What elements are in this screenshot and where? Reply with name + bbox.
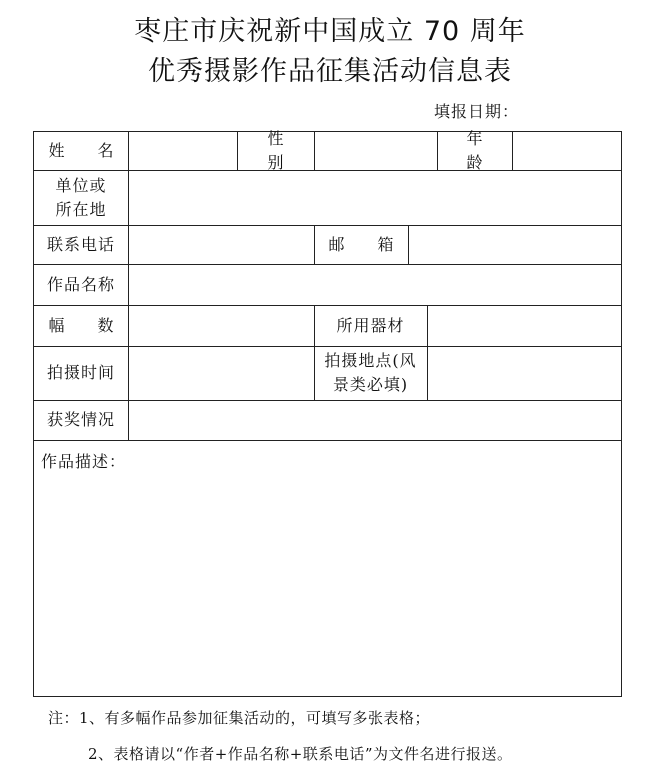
phone-field[interactable] bbox=[129, 225, 314, 264]
phone-label: 联系电话 bbox=[46, 234, 115, 254]
document-title-line-2: 优秀摄影作品征集活动信息表 bbox=[148, 56, 512, 87]
shoot-time-field[interactable] bbox=[129, 346, 314, 400]
work-name-label: 作品名称 bbox=[46, 274, 115, 294]
shoot-place-label-line-1: 拍摄地点(风 bbox=[324, 351, 417, 370]
note-line-2: 2、表格请以“作者+作品名称+联系电话”为文件名进行报送。 bbox=[88, 745, 513, 763]
age-label: 年 龄 bbox=[466, 129, 497, 172]
name-label: 姓 名 bbox=[48, 141, 128, 160]
count-field[interactable] bbox=[129, 305, 314, 346]
unit-label-line-1: 单位或 bbox=[55, 175, 107, 195]
shoot-place-field[interactable] bbox=[428, 346, 621, 400]
awards-field[interactable] bbox=[129, 400, 621, 440]
shoot-place-label-line-2: 景类必填) bbox=[332, 375, 409, 394]
unit-label bbox=[34, 170, 128, 225]
equipment-field[interactable] bbox=[428, 305, 621, 346]
equipment-label: 所用器材 bbox=[336, 315, 405, 335]
unit-field[interactable] bbox=[129, 170, 621, 225]
age-field[interactable] bbox=[513, 132, 621, 170]
unit-label-line-2: 所在地 bbox=[55, 199, 107, 219]
shoot-place-label bbox=[314, 346, 427, 400]
name-field[interactable] bbox=[129, 132, 237, 170]
gender-field[interactable] bbox=[315, 132, 437, 170]
note-line-1: 注：1、有多幅作品参加征集活动的，可填写多张表格； bbox=[48, 709, 431, 727]
shoot-time-label: 拍摄时间 bbox=[46, 363, 115, 382]
description-label: 作品描述： bbox=[41, 452, 127, 471]
work-name-field[interactable] bbox=[129, 264, 621, 305]
count-label: 幅 数 bbox=[48, 315, 128, 335]
description-field[interactable] bbox=[34, 441, 621, 696]
email-label: 邮 箱 bbox=[328, 234, 408, 254]
fill-date-label: 填报日期： bbox=[434, 102, 520, 121]
info-form-table bbox=[33, 131, 622, 697]
email-field[interactable] bbox=[409, 225, 621, 264]
awards-label: 获奖情况 bbox=[46, 410, 115, 429]
document-title-line-1: 枣庄市庆祝新中国成立 70 周年 bbox=[134, 16, 526, 47]
gender-label: 性 别 bbox=[267, 129, 298, 172]
